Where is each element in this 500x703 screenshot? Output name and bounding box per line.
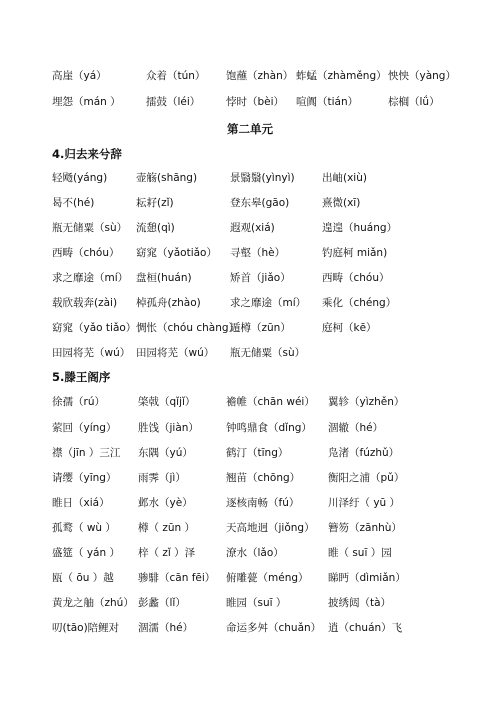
- vocab-entry: 耘耔(zǐ): [136, 197, 174, 209]
- vocab-row: [0, 343, 500, 363]
- vocab-entry: 盘桓(huán): [136, 272, 192, 284]
- vocab-entry: 衡阳之浦（pǔ）: [328, 472, 405, 484]
- vocab-entry: 田园将芜（wú）: [136, 347, 215, 359]
- vocab-entry: 钟鸣鼎食（dǐng）: [226, 422, 312, 434]
- vocab-entry: 壶觞(shāng): [136, 172, 198, 184]
- vocab-entry: 涸濡（hé）: [138, 622, 194, 634]
- vocab-entry: 彭蠡（lǐ）: [138, 597, 186, 609]
- vocab-entry: 雨霁（jì）: [138, 472, 186, 484]
- vocab-entry: 睢日（xiá）: [52, 497, 110, 509]
- vocab-row: [0, 493, 500, 513]
- vocab-entry: 徐孺（rú）: [52, 396, 105, 408]
- vocab-entry: 饱蘸（zhàn）: [226, 70, 294, 82]
- vocab-row: [0, 268, 500, 288]
- vocab-entry: 翼轸（yìzhěn）: [328, 396, 405, 408]
- vocab-row: [0, 318, 500, 338]
- vocab-row: [0, 443, 500, 463]
- vocab-entry: 寻壑（hè）: [230, 247, 286, 259]
- vocab-entry: 熹微(xī): [322, 197, 361, 209]
- vocab-entry: 擂鼓（léi）: [146, 96, 201, 108]
- vocab-entry: 矫首（jiǎo）: [230, 272, 291, 284]
- vocab-entry: 瓶无储粟（sù）: [230, 347, 306, 359]
- vocab-entry: 翘苗（chōng）: [226, 472, 301, 484]
- vocab-entry: 棕榈（lǘ）: [388, 96, 440, 108]
- vocab-entry: 睢园（suī ）: [226, 597, 287, 609]
- vocab-row: [0, 568, 500, 588]
- vocab-entry: 景翳翳(yìnyì): [230, 172, 295, 184]
- vocab-row: [0, 518, 500, 538]
- vocab-entry: 高崖（yá）: [52, 70, 107, 82]
- vocab-entry: 蚱蜢（zhàměng）: [296, 70, 387, 82]
- vocab-entry: 出岫(xiù): [322, 172, 367, 184]
- vocab-entry: 登东皋(gāo): [230, 197, 290, 209]
- section-heading: 5.滕王阁序: [52, 370, 111, 384]
- vocab-entry: 西畴（chóu）: [322, 272, 390, 284]
- vocab-entry: 田园将芜（wú）: [52, 347, 131, 359]
- vocab-entry: 载欣载奔(zài): [52, 297, 118, 309]
- vocab-entry: 孤鹜（ wù ）: [52, 522, 116, 534]
- vocab-row: [0, 293, 500, 313]
- vocab-entry: 睢（ suī ）园: [328, 547, 392, 559]
- vocab-row: [0, 66, 500, 86]
- vocab-entry: 惆怅（chóu chàng）: [136, 322, 240, 334]
- vocab-entry: 川泽纡（ yū ）: [328, 497, 401, 509]
- vocab-entry: 喧阗（tián）: [296, 96, 359, 108]
- vocab-row: [0, 392, 500, 412]
- unit-title: 第二单元: [227, 122, 273, 136]
- vocab-entry: 钓庭柯 miǎn): [322, 247, 388, 259]
- vocab-entry: 逐核南畅（fú）: [226, 497, 300, 509]
- vocab-entry: 簪笏（zānhù）: [328, 522, 402, 534]
- vocab-entry: 遁樽（zūn）: [230, 322, 291, 334]
- vocab-entry: 庭柯（kē）: [322, 322, 377, 334]
- vocab-entry: 叨(tāo)陪鲤对: [52, 622, 120, 634]
- vocab-entry: 众着（tún）: [146, 70, 206, 82]
- vocab-entry: 命运多舛（chuǎn）: [226, 622, 322, 634]
- vocab-entry: 悖时（bèi）: [226, 96, 285, 108]
- vocab-entry: 胜饯（jiàn）: [138, 422, 199, 434]
- vocab-entry: 梓（ zǐ ）泽: [138, 547, 196, 559]
- vocab-entry: 棨戟（qǐjǐ）: [138, 396, 196, 408]
- vocab-row: [0, 243, 500, 263]
- vocab-entry: 盛筵（ yán ）: [52, 547, 120, 559]
- vocab-entry: 襜帷（chān wéi）: [226, 396, 315, 408]
- vocab-entry: 求之靡途（mí）: [230, 297, 307, 309]
- vocab-entry: 棹孤舟(zhào): [136, 297, 201, 309]
- vocab-entry: 黄龙之舳（zhú）: [52, 597, 134, 609]
- vocab-entry: 天高地迥（jiǒng）: [226, 522, 315, 534]
- section-heading: 4.归去来兮辞: [52, 147, 122, 161]
- vocab-entry: 乘化（chéng）: [322, 297, 397, 309]
- vocab-entry: 遐观(xiá): [230, 222, 275, 234]
- vocab-entry: 襟（jīn ）三江: [52, 447, 121, 459]
- vocab-entry: 窈窕（yǎo tiǎo）: [52, 322, 137, 334]
- vocab-row: [0, 468, 500, 488]
- vocab-row: [0, 593, 500, 613]
- vocab-entry: 俯雕甍（méng）: [226, 572, 309, 584]
- vocab-entry: 瓶无储粟（sù）: [52, 222, 128, 234]
- vocab-entry: 怏怏（yàng）: [388, 70, 456, 82]
- vocab-entry: 西畴（chóu）: [52, 247, 120, 259]
- vocab-row: [0, 543, 500, 563]
- vocab-entry: 东隅（yú）: [138, 447, 193, 459]
- vocab-entry: 遑遑（huáng）: [322, 222, 398, 234]
- vocab-entry: 睇眄（dìmiǎn）: [328, 572, 406, 584]
- vocab-entry: 涸辙（hé）: [328, 422, 384, 434]
- vocab-entry: 瓯（ ōu ）越: [52, 572, 114, 584]
- vocab-entry: 窈窕（yǎotiǎo）: [136, 247, 217, 259]
- vocab-entry: 埋怨（mán ）: [52, 96, 121, 108]
- vocab-entry: 鹤汀（tīng）: [226, 447, 289, 459]
- vocab-row: [0, 193, 500, 213]
- vocab-entry: 萦回（yíng）: [52, 422, 117, 434]
- vocab-entry: 曷不(hé): [52, 197, 95, 209]
- vocab-entry: 求之靡途（mí）: [52, 272, 129, 284]
- vocab-entry: 流憩(qì): [136, 222, 175, 234]
- vocab-entry: 潦水（lǎo）: [226, 547, 284, 559]
- vocab-row: [0, 168, 500, 188]
- vocab-entry: 凫渚（fúzhǔ）: [328, 447, 400, 459]
- vocab-entry: 请缨（yīng）: [52, 472, 117, 484]
- vocab-row: [0, 92, 500, 112]
- vocab-entry: 披绣闼（tà）: [328, 597, 392, 609]
- vocab-entry: 逍（chuán）飞: [328, 622, 403, 634]
- vocab-entry: 樽（ zūn ）: [138, 522, 195, 534]
- vocab-entry: 轻飏(yáng): [52, 172, 108, 184]
- vocab-entry: 骖騑（cān fēi）: [138, 572, 216, 584]
- vocab-entry: 邺水（yè）: [138, 497, 193, 509]
- vocab-row: [0, 218, 500, 238]
- vocab-row: [0, 418, 500, 438]
- vocab-row: [0, 618, 500, 638]
